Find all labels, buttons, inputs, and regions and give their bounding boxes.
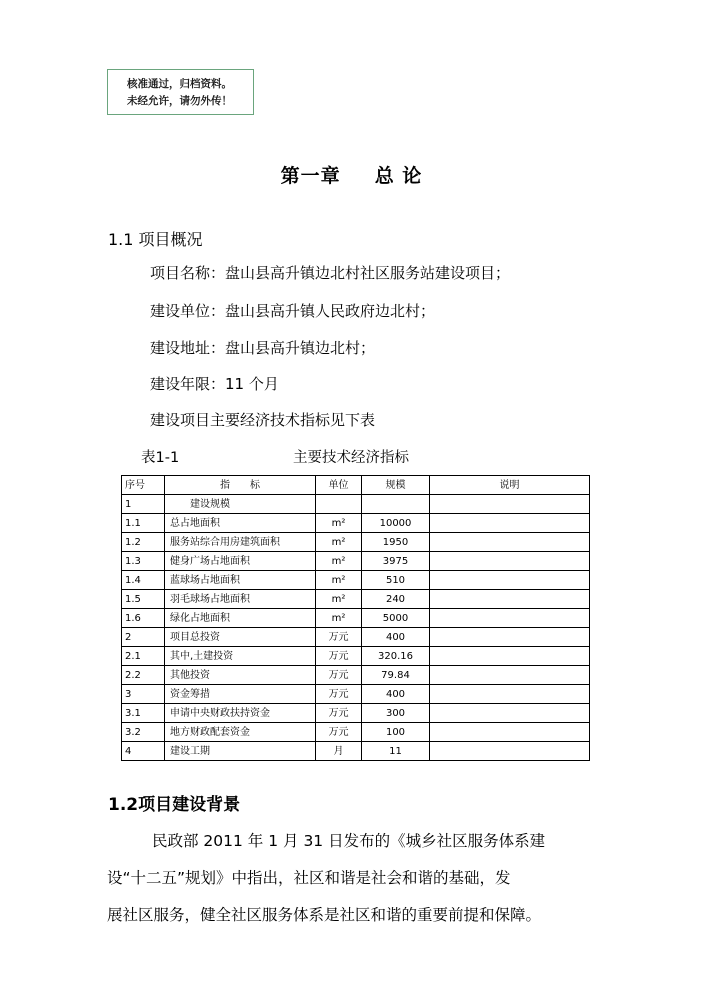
cell-scale: 11 [362,742,430,761]
cell-scale: 5000 [362,609,430,628]
cell-unit: m² [316,533,362,552]
cell-notes [430,685,590,704]
cell-notes [430,571,590,590]
cell-unit: m² [316,609,362,628]
table-intro-line: 建设项目主要经济技术指标见下表 [150,411,376,429]
stamp-line-1: 核准通过，归档资料。 [127,78,232,90]
cell-scale: 400 [362,628,430,647]
address-line: 建设地址：盘山县高升镇边北村； [150,339,376,357]
cell-unit: m² [316,552,362,571]
cell-scale: 1950 [362,533,430,552]
cell-index: 3.2 [122,723,165,742]
cell-indicator: 项目总投资 [165,628,316,647]
cell-unit: 万元 [316,647,362,666]
cell-notes [430,723,590,742]
cell-index: 2 [122,628,165,647]
cell-indicator: 申请中央财政扶持资金 [165,704,316,723]
cell-unit: 万元 [316,666,362,685]
header-indicator: 指 标 [165,476,316,495]
cell-unit: 万元 [316,685,362,704]
cell-unit: m² [316,590,362,609]
cell-indicator: 总占地面积 [165,514,316,533]
cell-indicator: 其他投资 [165,666,316,685]
table-row [122,742,590,761]
cell-indicator: 服务站综合用房建筑面积 [165,533,316,552]
table-row [122,495,590,514]
duration-line: 建设年限：11 个月 [150,375,279,393]
cell-index: 2.2 [122,666,165,685]
cell-indicator: 地方财政配套资金 [165,723,316,742]
background-paragraph-line-1: 民政部 2011 年 1 月 31 日发布的《城乡社区服务体系建 [152,832,546,850]
header-scale: 规模 [362,476,430,495]
table-body [122,495,590,761]
cell-indicator: 绿化占地面积 [165,609,316,628]
cell-index: 2.1 [122,647,165,666]
cell-index: 1.4 [122,571,165,590]
cell-notes [430,495,590,514]
cell-index: 4 [122,742,165,761]
indicators-table [121,475,590,761]
cell-scale: 320.16 [362,647,430,666]
cell-notes [430,628,590,647]
archive-stamp [107,69,254,115]
cell-index: 1.5 [122,590,165,609]
cell-unit: 万元 [316,704,362,723]
cell-index: 1.6 [122,609,165,628]
table-row [122,628,590,647]
cell-index: 1.1 [122,514,165,533]
cell-notes [430,704,590,723]
cell-indicator: 建设规模 [165,495,316,514]
cell-scale: 510 [362,571,430,590]
cell-scale: 300 [362,704,430,723]
chapter-title [0,161,703,188]
cell-indicator: 蓝球场占地面积 [165,571,316,590]
header-notes: 说明 [430,476,590,495]
chapter-name: 总 论 [374,165,423,187]
cell-notes [430,533,590,552]
table-row [122,704,590,723]
table-caption-title: 主要技术经济指标 [293,450,409,466]
cell-unit: 万元 [316,723,362,742]
table-row [122,647,590,666]
table-row [122,666,590,685]
cell-notes [430,590,590,609]
cell-scale: 240 [362,590,430,609]
cell-index: 1 [122,495,165,514]
cell-unit [316,495,362,514]
cell-indicator: 建设工期 [165,742,316,761]
cell-scale: 400 [362,685,430,704]
table-row [122,590,590,609]
cell-scale: 79.84 [362,666,430,685]
header-index: 序号 [122,476,165,495]
table-row [122,609,590,628]
cell-index: 3.1 [122,704,165,723]
project-name-line: 项目名称：盘山县高升镇边北村社区服务站建设项目； [150,264,511,282]
cell-notes [430,742,590,761]
table-row [122,571,590,590]
cell-notes [430,552,590,571]
background-paragraph-line-2: 设“十二五”规划》中指出，社区和谐是社会和谐的基础，发 [107,869,511,887]
cell-unit: m² [316,514,362,533]
table-caption-number: 表1-1 [141,450,180,466]
cell-scale: 100 [362,723,430,742]
cell-indicator: 羽毛球场占地面积 [165,590,316,609]
section-heading-background: 1.2项目建设背景 [108,795,241,815]
cell-scale [362,495,430,514]
builder-line: 建设单位：盘山县高升镇人民政府边北村； [150,302,436,320]
chapter-number: 第一章 [280,165,341,187]
cell-unit: 月 [316,742,362,761]
cell-notes [430,647,590,666]
section-heading-overview: 1.1 项目概况 [108,230,203,249]
cell-indicator: 健身广场占地面积 [165,552,316,571]
cell-notes [430,609,590,628]
cell-unit: m² [316,571,362,590]
cell-index: 1.2 [122,533,165,552]
cell-notes [430,514,590,533]
cell-notes [430,666,590,685]
table-row [122,723,590,742]
header-unit: 单位 [316,476,362,495]
table-row [122,552,590,571]
cell-scale: 10000 [362,514,430,533]
cell-index: 3 [122,685,165,704]
table-row [122,533,590,552]
cell-scale: 3975 [362,552,430,571]
cell-unit: 万元 [316,628,362,647]
cell-index: 1.3 [122,552,165,571]
cell-indicator: 资金筹措 [165,685,316,704]
table-header-row [122,476,590,495]
cell-indicator: 其中,土建投资 [165,647,316,666]
background-paragraph-line-3: 展社区服务，健全社区服务体系是社区和谐的重要前提和保障。 [107,906,542,924]
table-row [122,685,590,704]
stamp-line-2: 未经允许，请勿外传！ [127,95,232,107]
table-row [122,514,590,533]
